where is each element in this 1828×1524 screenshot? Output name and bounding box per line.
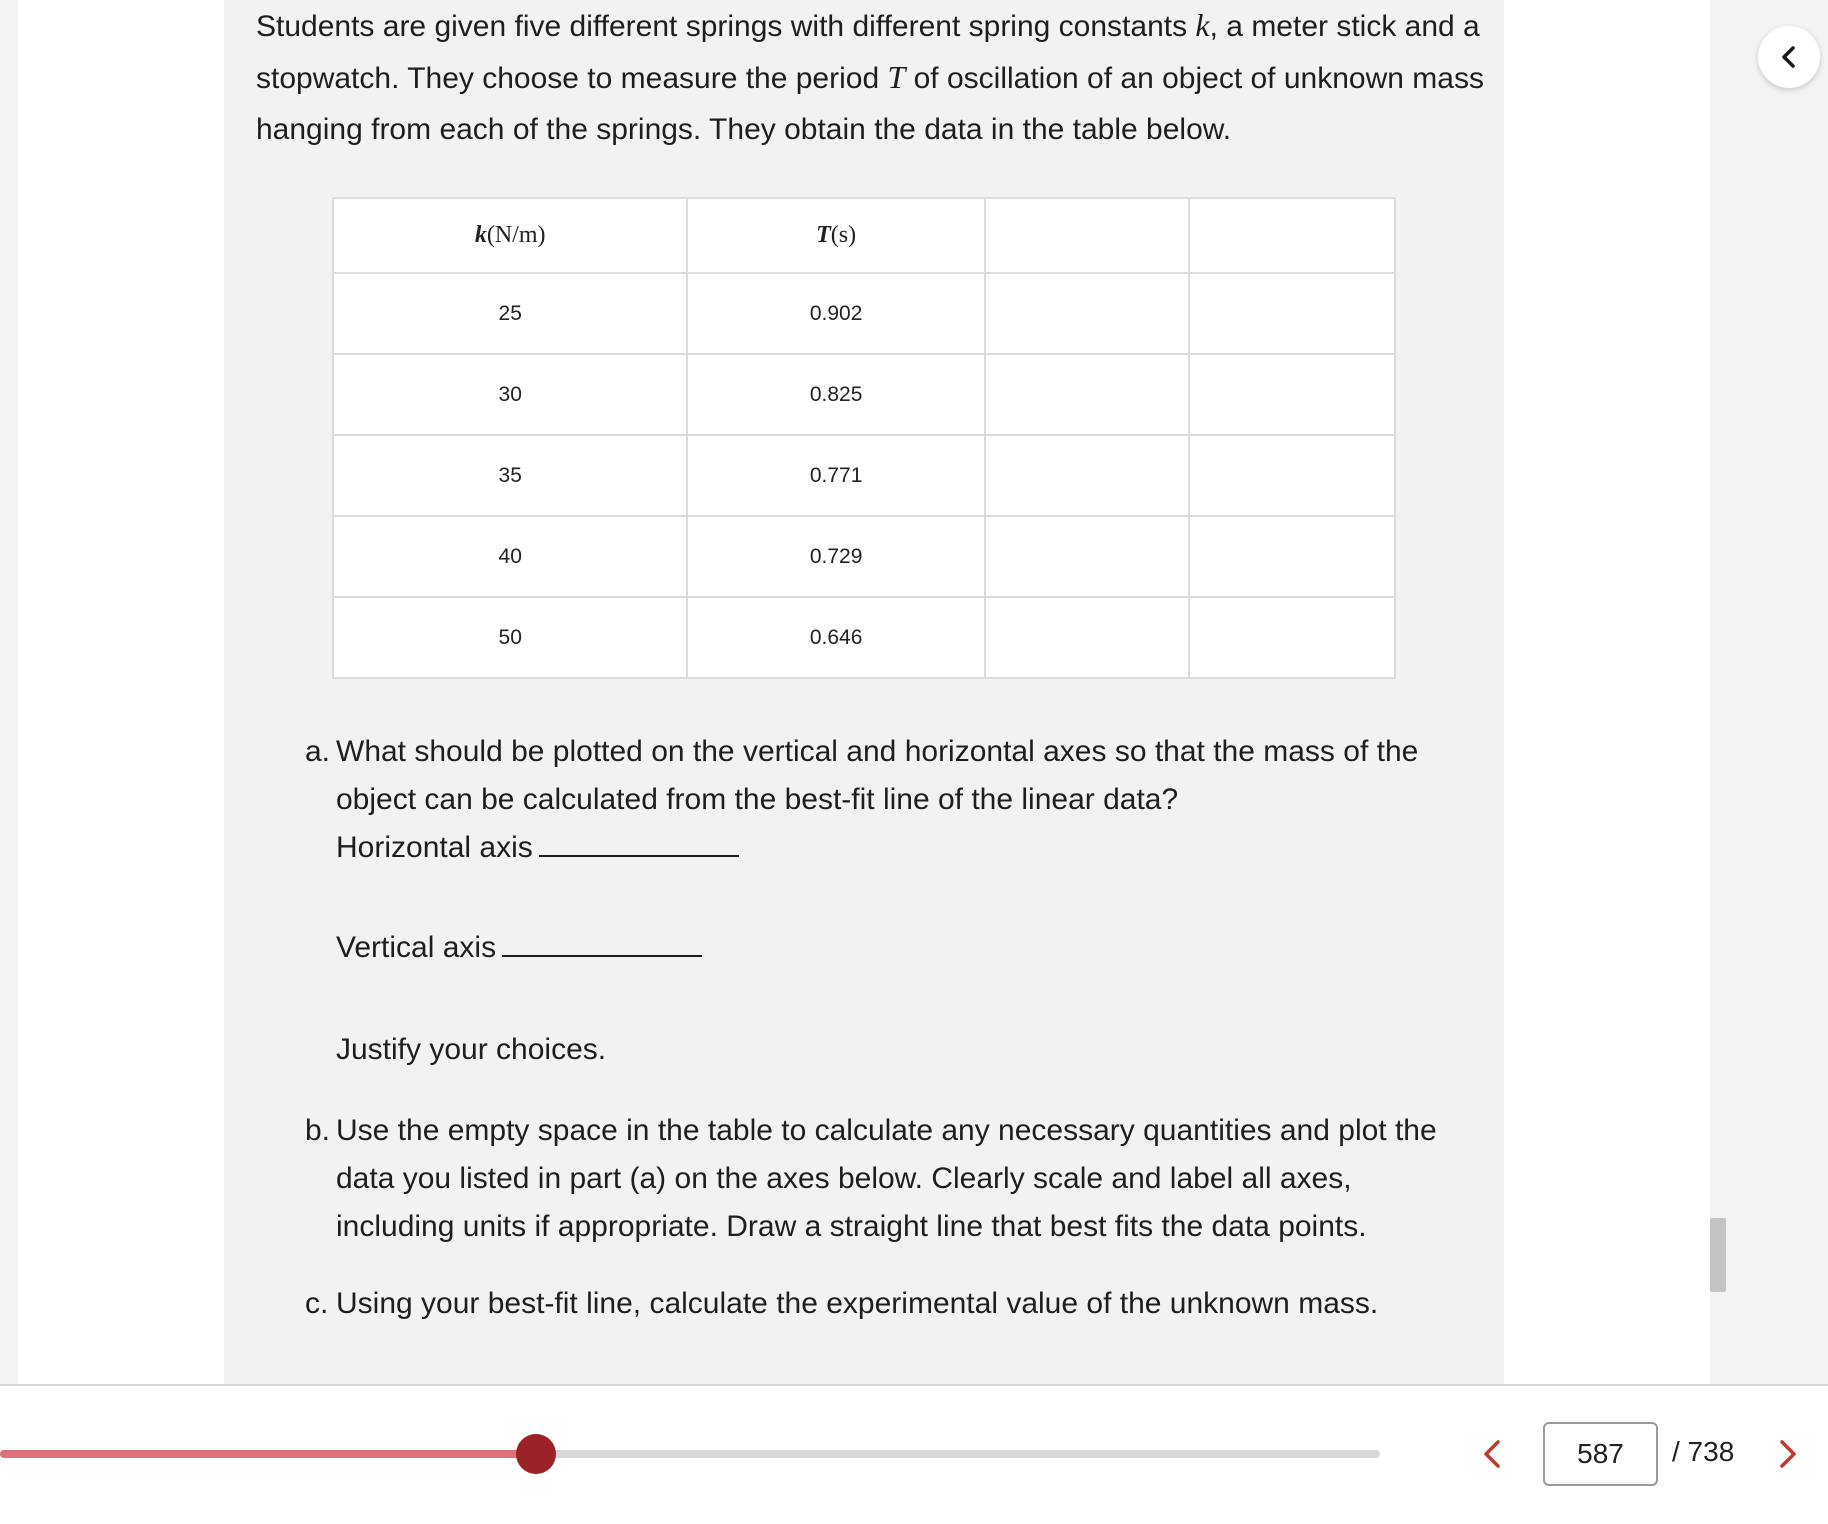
question-c-label: c. [305, 1287, 329, 1320]
next-page-button[interactable] [1770, 1432, 1806, 1476]
header-empty-2 [1189, 198, 1395, 273]
cell-empty [1189, 273, 1395, 354]
collapse-panel-button[interactable] [1758, 26, 1820, 88]
header-T: T(s) [687, 198, 984, 273]
cell-empty [1189, 597, 1395, 678]
cell-empty [985, 435, 1190, 516]
var-T: T [887, 59, 906, 95]
table-header-row [333, 198, 1395, 273]
chevron-right-icon [1777, 1438, 1799, 1470]
question-b-label: b. [305, 1114, 331, 1147]
vertical-axis-line [336, 924, 702, 972]
cell-empty [985, 354, 1190, 435]
cell-k: 30 [333, 354, 687, 435]
table-row [333, 273, 1395, 354]
cell-empty [1189, 435, 1395, 516]
cell-empty [985, 273, 1190, 354]
cell-T: 0.646 [687, 597, 984, 678]
previous-page-button[interactable] [1474, 1432, 1510, 1476]
question-b-text: Use the empty space in the table to calculate any necessary quantities and plot the data you listed in part (a) on the axes below. Clearly scale and label all axes, including units if appropriate. Draw a straight line that best fits the data points. [336, 1114, 1437, 1243]
var-k: k [1195, 7, 1210, 43]
intro-paragraph: Students are given five different springs with different spring constants k, a meter stick and a stopwatch. They choose to measure the period T of oscillation of an object of unknown mass hanging from each of the springs. They obtain the data in the table below. [256, 7, 1484, 146]
page-gutter-left [18, 0, 224, 1384]
cell-T: 0.825 [687, 354, 984, 435]
cell-T: 0.771 [687, 435, 984, 516]
chevron-left-icon [1481, 1438, 1503, 1470]
header-empty-1 [985, 198, 1190, 273]
question-a-label: a. [305, 735, 331, 768]
cell-k: 25 [333, 273, 687, 354]
chevron-left-icon [1779, 45, 1799, 69]
cell-empty [1189, 516, 1395, 597]
horizontal-axis-blank [539, 855, 739, 857]
cell-empty [985, 516, 1190, 597]
cell-T: 0.902 [687, 273, 984, 354]
left-margin [0, 0, 18, 1384]
page-total: / 738 [1672, 1436, 1735, 1467]
table-row [333, 435, 1395, 516]
page-slider-thumb[interactable] [516, 1434, 556, 1474]
right-margin [1710, 0, 1828, 1384]
table-row [333, 597, 1395, 678]
vertical-axis-blank [502, 955, 702, 957]
horizontal-axis-line [336, 824, 739, 872]
cell-empty [1189, 354, 1395, 435]
cell-k: 35 [333, 435, 687, 516]
cell-empty [985, 597, 1190, 678]
header-k: k(N/m) [333, 198, 687, 273]
question-c-text: Using your best-fit line, calculate the experimental value of the unknown mass. [336, 1287, 1379, 1320]
cell-k: 50 [333, 597, 687, 678]
data-table [332, 197, 1396, 679]
table-row [333, 354, 1395, 435]
page-slider-fill [0, 1450, 536, 1458]
vertical-axis-label: Vertical axis [336, 931, 497, 964]
page-number-input[interactable] [1543, 1422, 1658, 1486]
page-gutter-right [1504, 0, 1710, 1384]
cell-T: 0.729 [687, 516, 984, 597]
question-b [305, 1107, 1455, 1257]
horizontal-axis-label: Horizontal axis [336, 831, 533, 864]
question-a-text: What should be plotted on the vertical and horizontal axes so that the mass of the object can be calculated from the best-fit line of the linear data? [336, 735, 1419, 816]
scrollbar-thumb[interactable] [1710, 1218, 1726, 1292]
table-row [333, 516, 1395, 597]
justify-text: Justify your choices. [336, 1033, 607, 1066]
cell-k: 40 [333, 516, 687, 597]
